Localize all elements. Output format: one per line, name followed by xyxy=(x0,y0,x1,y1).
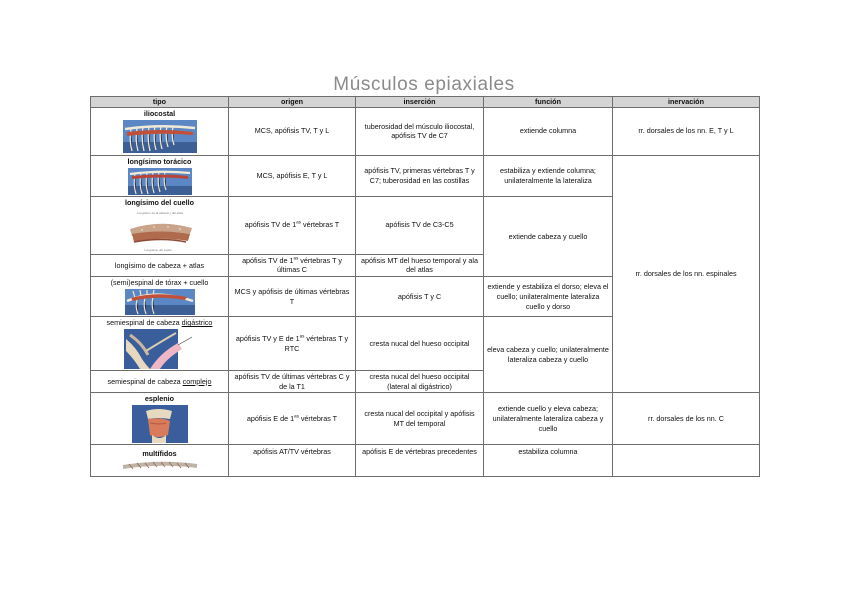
origen-cell: apófisis TV de últimas vértebras C y de la T1 xyxy=(229,370,356,392)
inervacion-cell: rr. dorsales de los nn. C xyxy=(613,393,760,445)
insercion-cell: apófisis E de vértebras precedentes xyxy=(356,445,484,477)
muscle-name: esplenio xyxy=(144,394,175,404)
inervacion-cell: rr. dorsales de los nn. E, T y L xyxy=(613,107,760,155)
funcion-semiespinal-cell: eleva cabeza y cuello; unilateralmente lateraliza cabeza y cuello xyxy=(484,317,613,393)
image-caption-top: Longísimo de la cabeza y del atlas xyxy=(136,210,183,215)
insercion-cell: apófisis MT del hueso temporal y ala del atlas xyxy=(356,254,484,276)
origen-cell: MCS, apófisis TV, T y L xyxy=(229,107,356,155)
muscle-name: longísimo de cabeza + atlas xyxy=(114,260,205,270)
origen-cell: apófisis TV y E de $1^{as}$ vértebras T y RTC xyxy=(229,317,356,371)
insercion-cell: cresta nucal del hueso occipital (lateral al digástrico) xyxy=(356,370,484,392)
inervacion-espinales-cell: rr. dorsales de los nn. espinales xyxy=(613,155,760,393)
tipo-cell xyxy=(91,196,229,254)
tipo-cell xyxy=(91,445,229,477)
multifidos-image xyxy=(121,460,199,472)
tipo-cell xyxy=(91,370,229,392)
table-header-row xyxy=(91,97,760,108)
tipo-cell xyxy=(91,155,229,196)
muscle-name: semiespinal de cabeza digástrico xyxy=(106,318,213,328)
insercion-cell: apófisis T y C xyxy=(356,277,484,317)
tipo-cell xyxy=(91,277,229,317)
header-inervacion: inervación xyxy=(613,97,760,108)
inervacion-cell xyxy=(613,445,760,477)
table-row xyxy=(91,155,760,196)
table-row xyxy=(91,107,760,155)
tipo-cell xyxy=(91,317,229,371)
table-row xyxy=(91,393,760,445)
origen-cell: apófisis TV de $1^{as}$ vértebras T y últimas C xyxy=(229,254,356,276)
esplenio-image xyxy=(132,405,188,443)
image-caption-bottom: Longísimo del cuello xyxy=(143,247,172,252)
header-insercion: inserción xyxy=(356,97,484,108)
origen-cell: apófisis E de $1^{as}$ vértebras T xyxy=(229,393,356,445)
muscle-name: multífidos xyxy=(142,449,177,459)
origen-cell: MCS, apófisis E, T y L xyxy=(229,155,356,196)
funcion-cabeza-cuello-cell: extiende cabeza y cuello xyxy=(484,196,613,276)
insercion-cell: tuberosidad del músculo iliocostal, apófisis TV de C7 xyxy=(356,107,484,155)
semiespinal-digastrico-image xyxy=(120,329,200,369)
semiespinal-torax-image xyxy=(125,289,195,315)
insercion-cell: cresta nucal del hueso occipital xyxy=(356,317,484,371)
tipo-cell xyxy=(91,107,229,155)
muscle-name: iliocostal xyxy=(143,109,176,119)
tipo-cell xyxy=(91,393,229,445)
insercion-cell: cresta nucal del occipital y apófisis MT del temporal xyxy=(356,393,484,445)
funcion-cell: estabiliza y extiende columna; unilateralmente la lateraliza xyxy=(484,155,613,196)
header-origen: origen xyxy=(229,97,356,108)
origen-cell: MCS y apófisis de últimas vértebras T xyxy=(229,277,356,317)
funcion-cell: extiende columna xyxy=(484,107,613,155)
muscles-table xyxy=(90,96,760,477)
longisimo-cuello-image xyxy=(124,209,196,253)
longisimo-toracico-image xyxy=(128,168,192,195)
funcion-cell: extiende cuello y eleva cabeza; unilateralmente lateraliza cabeza y cuello xyxy=(484,393,613,445)
funcion-cell: estabiliza columna xyxy=(484,445,613,477)
iliocostal-skeleton-image xyxy=(123,120,197,153)
header-funcion: función xyxy=(484,97,613,108)
tipo-cell xyxy=(91,254,229,276)
muscle-name: semiespinal de cabeza complejo xyxy=(107,376,212,386)
muscle-name: longísimo del cuello xyxy=(124,197,195,207)
page-title: Músculos epiaxiales xyxy=(333,74,515,95)
origen-cell: apófisis AT/TV vértebras xyxy=(229,445,356,477)
insercion-cell: apófisis TV, primeras vértebras T y C7; tuberosidad en las costillas xyxy=(356,155,484,196)
insercion-cell: apófisis TV de C3-C5 xyxy=(356,196,484,254)
table-row xyxy=(91,445,760,477)
origen-cell: apófisis TV de $1^{as}$ vértebras T xyxy=(229,196,356,254)
header-tipo: tipo xyxy=(91,97,229,108)
funcion-cell: extiende y estabiliza el dorso; eleva el cuello; unilateralmente lateraliza cuello y dorso xyxy=(484,277,613,317)
muscle-name: longísimo torácico xyxy=(127,156,192,166)
muscle-name: (semi)espinal de tórax + cuello xyxy=(110,278,209,288)
